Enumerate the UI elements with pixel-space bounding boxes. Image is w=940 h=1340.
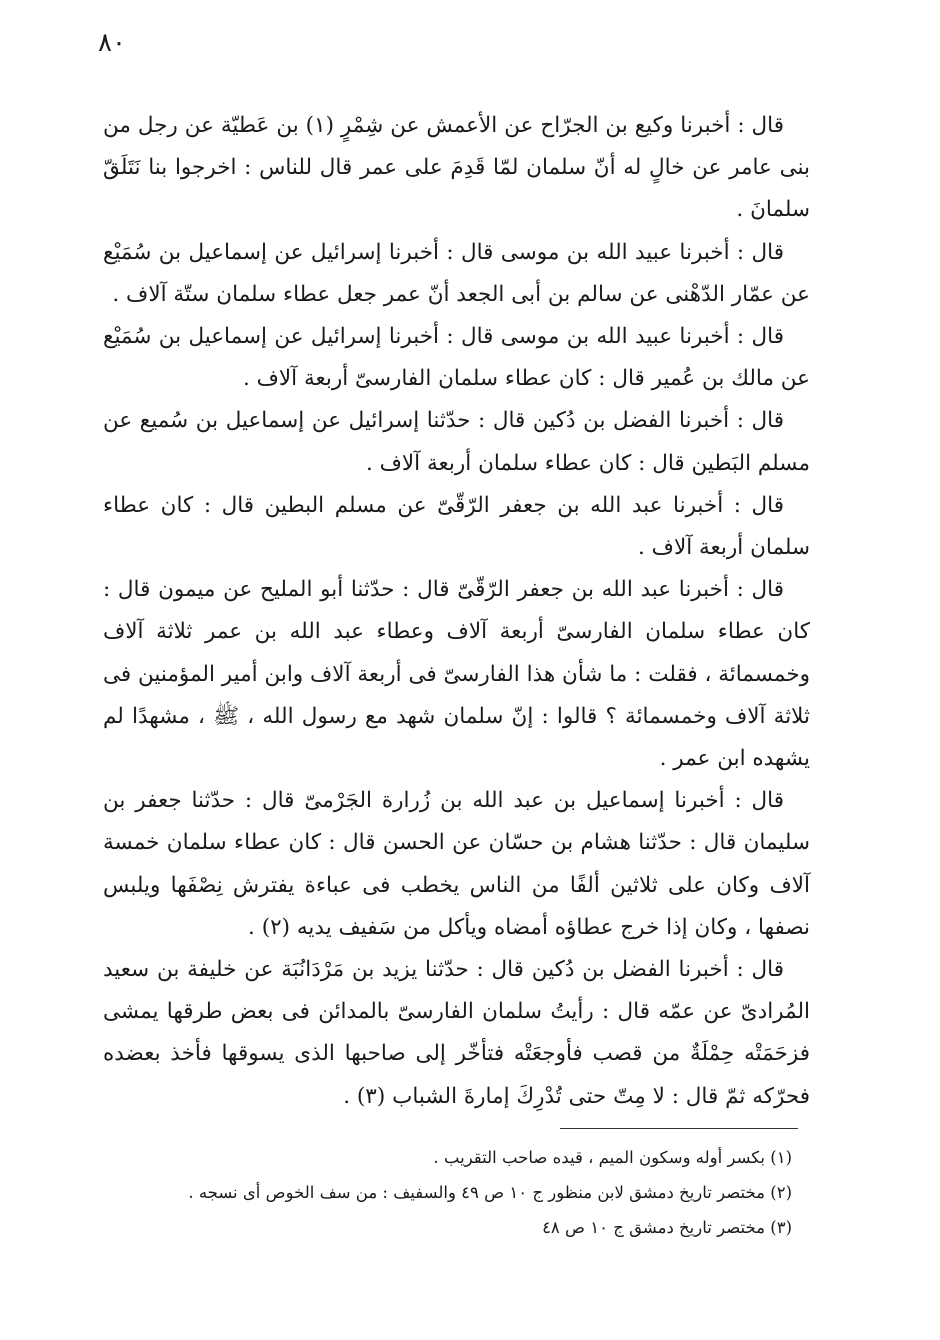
paragraph-text: قال : أخبرنا عبيد الله بن موسى قال : أخبرنا إسرائيل عن إسماعيل بن سُمَيْع عن مالك بن عُمير قال : كان عطاء سلمان الفارسىّ أربعة آلاف . <box>103 324 810 392</box>
paragraph-text: قال : أخبرنا عبد الله بن جعفر الرّقّىّ قال : حدّثنا أبو المليح عن ميمون قال : كان عطاء سلمان الفارسىّ أربعة آلاف وعطاء عبد الله بن عمر ثلاثة آلاف وخمسمائة ، فقلت : ما شأن هذا الفارسىّ فى أربعة آلاف وابن أمير المؤمنين فى ثلاثة آلاف وخمسمائة ؟ قالوا : إنّ سلمان شهد مع رسول الله ، ﷺ ، مشهدًا لم يشهده ابن عمر . <box>103 577 810 772</box>
paragraph <box>103 232 810 316</box>
paragraph <box>103 105 810 232</box>
paragraph <box>103 569 810 780</box>
paragraph <box>103 949 810 1118</box>
paragraph <box>103 400 810 484</box>
footnotes <box>100 1140 792 1245</box>
paragraph <box>103 316 810 400</box>
footnote: (٣) مختصر تاريخ دمشق ج ١٠ ص ٤٨ <box>542 1218 792 1237</box>
paragraph-text: قال : أخبرنا إسماعيل بن عبد الله بن زُرارة الجَرْمىّ قال : حدّثنا جعفر بن سليمان قال : حدّثنا هشام بن حسّان عن الحسن قال : كان عطاء سلمان خمسة آلاف وكان على ثلاثين ألفًا من الناس يخطب فى عباءة يفترش نِصْفَها ويلبس نصفها ، وكان إذا خرج عطاؤه أمضاه ويأكل من سَفيف يديه (٢) . <box>103 788 810 940</box>
footnote: (١) بكسر أوله وسكون الميم ، قيده صاحب التقريب . <box>433 1148 792 1167</box>
main-text <box>103 105 810 1118</box>
page-number: ٨٠ <box>98 28 126 58</box>
paragraph-text: قال : أخبرنا عبيد الله بن موسى قال : أخبرنا إسرائيل عن إسماعيل بن سُمَيْع عن عمّار الدّهْنى عن سالم بن أبى الجعد أنّ عمر جعل عطاء سلمان ستّة آلاف . <box>103 239 810 307</box>
paragraph <box>103 780 810 949</box>
paragraph-text: قال : أخبرنا الفضل بن دُكين قال : حدّثنا يزيد بن مَرْدَانُبَة عن خليفة بن سعيد المُرادىّ عن عمّه قال : رأيتُ سلمان الفارسىّ بالمدائن فى بعض طرقها يمشى فزحَمَتْه حِمْلَةٌ من قصب فأوجعَتْه فتأخّر إلى صاحبها الذى يسوقها فأخذ بعضده فحرّكه ثمّ قال : لا مِتّ حتى تُدْرِكَ إمارةَ الشباب (٣) . <box>103 957 810 1109</box>
footnote: (٢) مختصر تاريخ دمشق لابن منظور ج ١٠ ص ٤٩ والسفيف : من سف الخوص أى نسجه . <box>188 1183 792 1202</box>
paragraph-text: قال : أخبرنا الفضل بن دُكين قال : حدّثنا إسرائيل عن إسماعيل بن سُميع عن مسلم البَطين قال : كان عطاء سلمان أربعة آلاف . <box>103 408 810 476</box>
paragraph-text: قال : أخبرنا وكيع بن الجرّاح عن الأعمش عن شِمْرٍ (١) بن عَطيّة عن رجل من بنى عامر عن خالٍ له أنّ سلمان لمّا قَدِمَ على عمر قال للناس : اخرجوا بنا نَتَلَقّ سلمانَ . <box>103 113 810 223</box>
paragraph <box>103 485 810 569</box>
paragraph-text: قال : أخبرنا عبد الله بن جعفر الرّقّىّ عن مسلم البطين قال : كان عطاء سلمان أربعة آلاف . <box>103 492 810 561</box>
footnote-divider <box>560 1128 798 1129</box>
